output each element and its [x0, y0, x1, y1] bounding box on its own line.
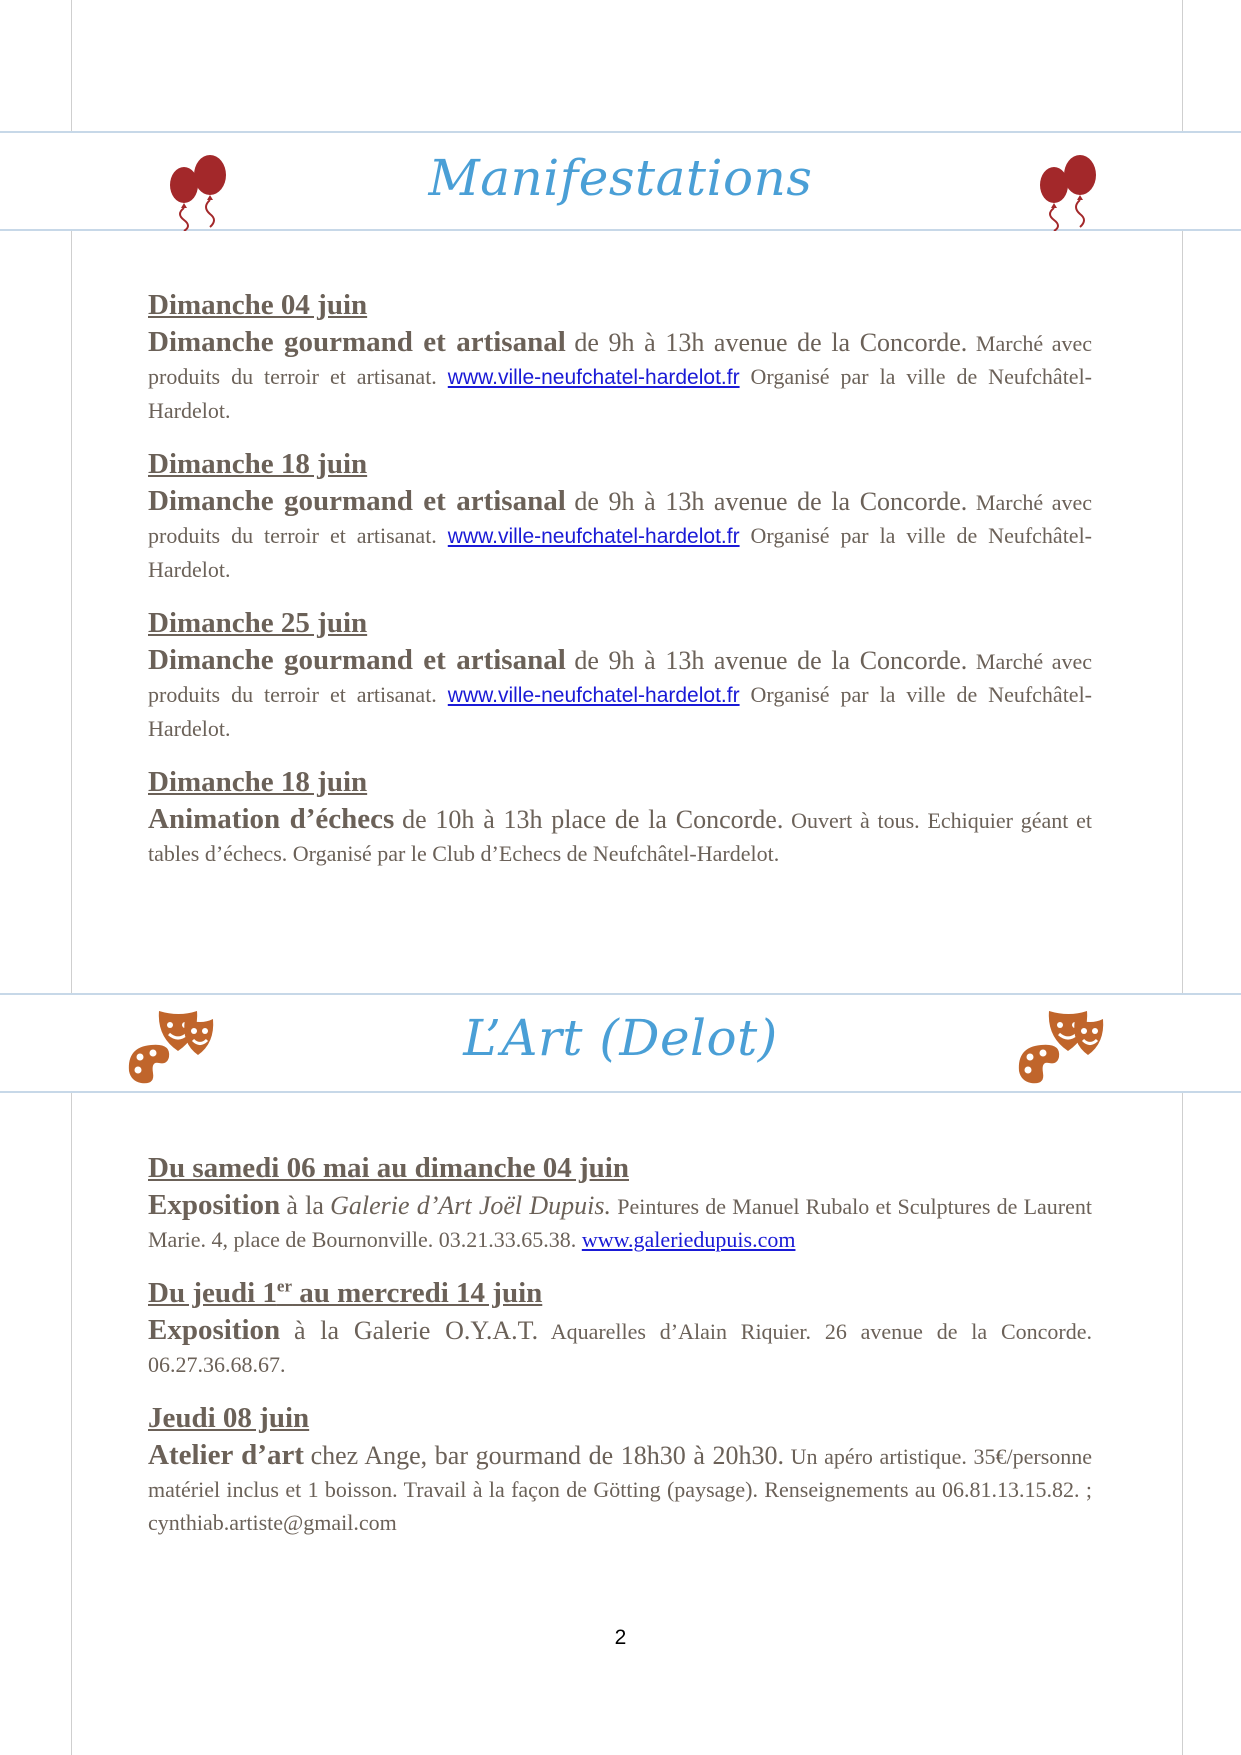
event-date-start: Du jeudi 1 [148, 1277, 277, 1309]
event-link[interactable]: www.ville-neufchatel-hardelot.fr [447, 366, 740, 389]
event-link[interactable]: www.ville-neufchatel-hardelot.fr [447, 525, 740, 548]
event-date-end: au mercredi 14 juin [292, 1277, 543, 1309]
theater-masks-palette-icon [1015, 1005, 1105, 1096]
balloons-icon [1032, 151, 1106, 236]
event-title: Dimanche gourmand et artisanal [148, 326, 566, 358]
section-title-art: L’Art (Delot) [463, 1009, 778, 1067]
event-link[interactable]: www.galeriedupuis.com [581, 1227, 796, 1252]
event-item [148, 1151, 1092, 1256]
manifestations-section [148, 288, 1092, 890]
event-time: de 9h à 13h avenue de la Concorde. [574, 646, 968, 675]
event-time: de 9h à 13h avenue de la Concorde. [574, 328, 968, 357]
event-description-end: Organisé par la ville de Neufchâtel-Hardelot. [148, 364, 1093, 423]
manifestations-banner [0, 131, 1241, 231]
event-date [148, 1276, 1092, 1310]
event-description: Un apéro artistique. 35€/personne matériel inclus et 1 boisson. Travail à la façon de Götting (paysage). Renseignements au 06.81.13.15.82. ; cynthiab.artiste@gmail.com [148, 1444, 1093, 1535]
event-date: Jeudi 08 juin [148, 1402, 310, 1434]
event-time: de 9h à 13h avenue de la Concorde. [574, 487, 968, 516]
page-number: 2 [614, 1626, 627, 1649]
event-title: Dimanche gourmand et artisanal [148, 485, 566, 517]
event-body [148, 1314, 1092, 1381]
event-date: Dimanche 18 juin [148, 766, 368, 798]
event-description: Aquarelles d’Alain Riquier. 26 avenue de la Concorde. 06.27.36.68.67. [148, 1319, 1092, 1377]
event-time: à la Galerie O.Y.A.T. [293, 1316, 539, 1345]
event-date: Dimanche 25 juin [148, 607, 368, 639]
section-title-manifestations: Manifestations [428, 149, 813, 207]
event-description: Marché avec produits du terroir et artisanat. [148, 649, 1093, 707]
event-date: Dimanche 04 juin [148, 289, 368, 321]
event-body [148, 1439, 1092, 1539]
event-item [148, 1276, 1092, 1381]
event-body [148, 1189, 1092, 1256]
event-title: Exposition [148, 1314, 281, 1346]
event-prefix: à la [286, 1191, 324, 1220]
event-description: Marché avec produits du terroir et artisanat. [148, 331, 1093, 389]
event-description-end: Organisé par la ville de Neufchâtel-Hardelot. [148, 682, 1093, 741]
event-time: de 10h à 13h place de la Concorde. [402, 805, 784, 834]
event-date-superscript: er [276, 1276, 293, 1296]
art-banner [0, 993, 1241, 1093]
event-body [148, 485, 1092, 586]
event-date: Du samedi 06 mai au dimanche 04 juin [148, 1152, 629, 1184]
page-margin-line-left [71, 0, 72, 1755]
event-item [148, 606, 1092, 745]
event-body [148, 326, 1092, 427]
event-title: Exposition [148, 1189, 281, 1221]
event-description: Peintures de Manuel Rubalo et Sculptures de Laurent Marie. 4, place de Bournonville. 03.21.33.65.38. [148, 1194, 1092, 1252]
event-body [148, 644, 1092, 745]
event-time: chez Ange, bar gourmand de 18h30 à 20h30. [310, 1441, 784, 1470]
event-description-end: Organisé par la ville de Neufchâtel-Hardelot. [148, 523, 1093, 582]
event-body [148, 803, 1092, 870]
event-description: Marché avec produits du terroir et artisanat. [148, 490, 1093, 548]
event-title: Dimanche gourmand et artisanal [148, 644, 566, 676]
event-title: Atelier d’art [148, 1439, 304, 1471]
event-item [148, 288, 1092, 427]
art-section [148, 1151, 1092, 1559]
event-item [148, 1401, 1092, 1539]
event-venue: Galerie d’Art Joël Dupuis. [330, 1191, 611, 1220]
event-description: Ouvert à tous. Echiquier géant et tables d’échecs. Organisé par le Club d’Echecs de Neufchâtel-Hardelot. [148, 808, 1093, 866]
event-link[interactable]: www.ville-neufchatel-hardelot.fr [447, 684, 740, 707]
page-margin-line-right [1182, 0, 1183, 1755]
event-date: Dimanche 18 juin [148, 448, 368, 480]
event-item [148, 447, 1092, 586]
event-item [148, 765, 1092, 870]
event-title: Animation d’échecs [148, 803, 395, 835]
